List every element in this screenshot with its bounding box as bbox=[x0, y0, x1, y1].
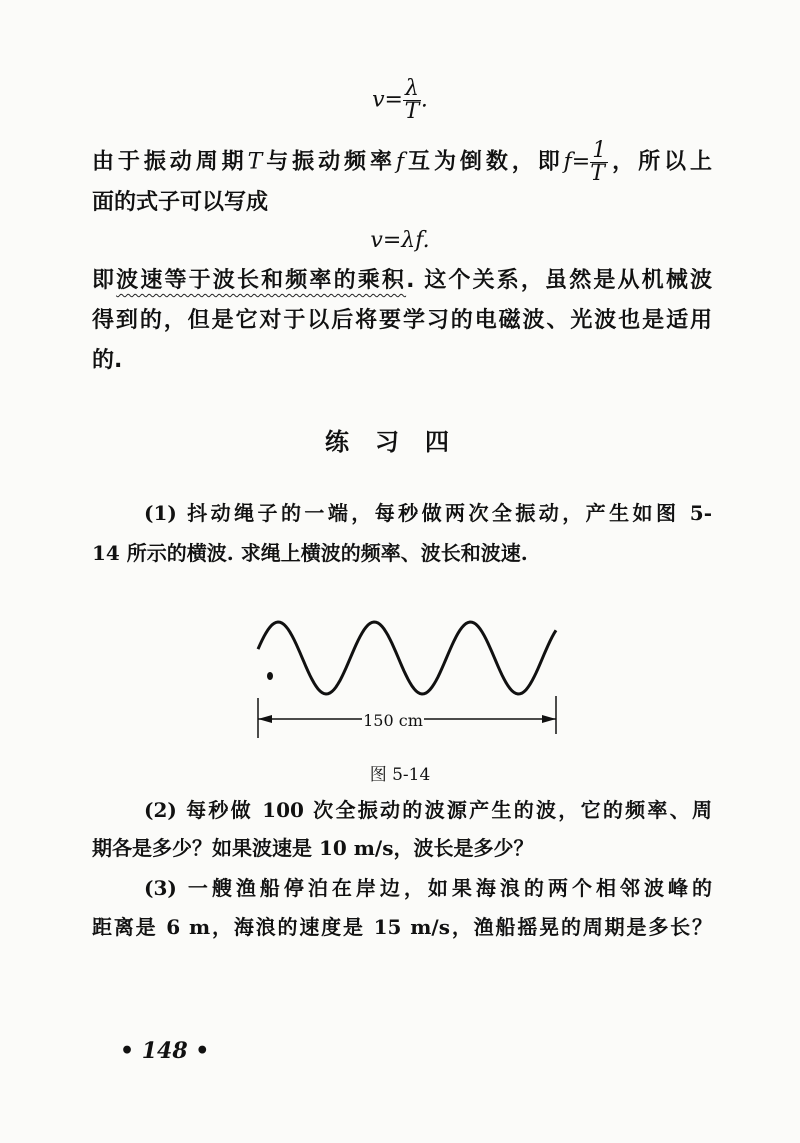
exercise1-line2: 14 所示的横波. 求绳上横波的频率、波长和波速. bbox=[92, 541, 528, 565]
math-f: f bbox=[395, 149, 405, 175]
paragraph1-line2: 面的式子可以写成 bbox=[92, 190, 269, 215]
ink-dot bbox=[267, 672, 273, 680]
arrow-right bbox=[542, 715, 556, 723]
text: 即 bbox=[92, 268, 117, 293]
exercise2-line2: 期各是多少？如果波速是 10 m/s，波长是多少？ bbox=[92, 836, 534, 860]
denominator: T bbox=[590, 161, 605, 186]
math-f-eq: f= bbox=[563, 149, 591, 175]
exercise2-line1: (2) 每秒做 100 次全振动的波源产生的波，它的频率、周 bbox=[144, 798, 712, 822]
math-T: T bbox=[247, 149, 263, 175]
section-heading: 练习四 bbox=[325, 428, 475, 456]
paragraph2-line2: 得到的，但是它对于以后将要学习的电磁波、光波也是适用 bbox=[92, 308, 712, 333]
text: 与振动频率 bbox=[262, 149, 396, 175]
numerator: 1 bbox=[592, 138, 607, 163]
formula-end: . bbox=[420, 87, 428, 113]
figure-caption: 图 5-14 bbox=[369, 765, 431, 785]
exercise1-line1: (1) 抖动绳子的一端，每秒做两次全振动，产生如图 5- bbox=[144, 501, 712, 525]
formula-v-lambda-f: v=λf. bbox=[370, 228, 430, 253]
emphasized-text: 波速等于波长和频率的乘积 bbox=[116, 268, 407, 293]
text: 由于振动周期 bbox=[92, 149, 248, 175]
text: . 这个关系，虽然是从机械波 bbox=[406, 268, 712, 293]
page-number: • 148 • bbox=[120, 1038, 210, 1064]
arrow-left bbox=[258, 715, 272, 723]
denominator: T bbox=[404, 99, 420, 124]
formula-lhs: v= bbox=[372, 87, 403, 113]
text: 互为倒数，即 bbox=[404, 149, 564, 175]
numerator: λ bbox=[404, 76, 419, 101]
dimension-label: 150 cm bbox=[363, 711, 423, 730]
exercise3-line2: 距离是 6 m，海浪的速度是 15 m/s，渔船摇晃的周期是多长？ bbox=[92, 915, 712, 939]
paragraph2-line3: 的. bbox=[92, 348, 123, 373]
text: ，所以上 bbox=[608, 149, 712, 175]
exercise3-line1: (3) 一艘渔船停泊在岸边，如果海浪的两个相邻波峰的 bbox=[144, 876, 712, 900]
wave-curve bbox=[258, 622, 556, 694]
